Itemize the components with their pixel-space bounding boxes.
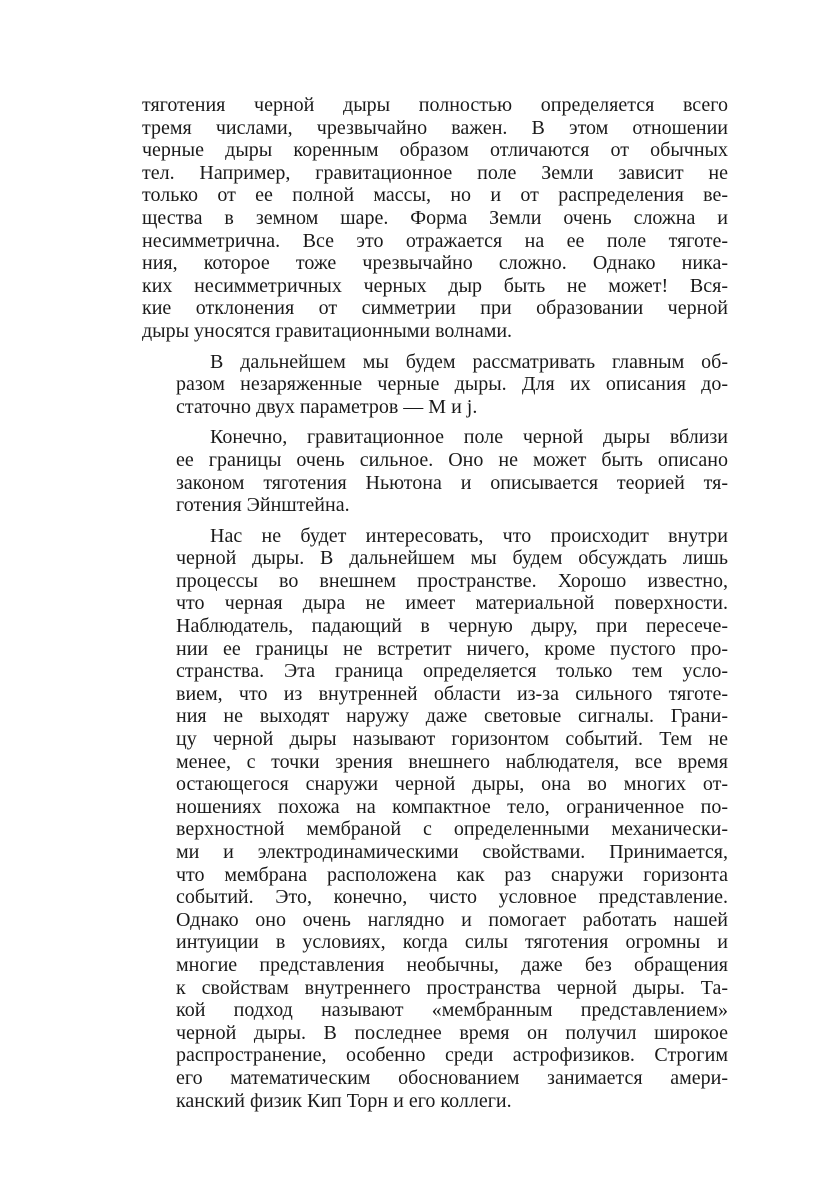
text-line: тел. Например, гравитационное поле Земли зависит не: [142, 161, 728, 184]
text-line: ния, которое тоже чрезвычайно сложно. Однако ника-: [142, 252, 728, 275]
text-line-content: Конечно, гравитационное поле черной дыры вблизи: [210, 426, 728, 449]
text-line: кой подход называют «мембранным представлением»: [176, 999, 728, 1022]
text-line: кие отклонения от симметрии при образовании черной: [142, 297, 728, 320]
text-line: вием, что из внутренней области из-за сильного тяготе-: [176, 682, 728, 705]
text-line: [142, 351, 728, 374]
text-line: Наблюдатель, падающий в черную дыру, при пересече-: [176, 615, 728, 638]
text-line: к свойствам внутреннего пространства черной дыры. Та-: [176, 976, 728, 999]
text-line: странства. Эта граница определяется только тем усло-: [176, 660, 728, 683]
text-line: ее границы очень сильное. Оно не может быть описано: [176, 448, 728, 471]
text-line: тяготения черной дыры полностью определяется всего: [142, 94, 728, 116]
text-line: готения Эйнштейна.: [176, 494, 350, 517]
text-line: черной дыры. В последнее время он получил широкое: [176, 1021, 728, 1044]
text-line: черной дыры. В дальнейшем мы будем обсуждать лишь: [176, 547, 728, 570]
text-line: его математическим обоснованием занимается амери-: [176, 1066, 728, 1089]
paragraph-gravity-symmetry: [142, 94, 728, 343]
text-line: многие представления необычны, даже без обращения: [176, 953, 728, 976]
paragraph-uncharged-holes: [142, 351, 728, 419]
text-line: статочно двух параметров — M и j.: [176, 395, 478, 418]
text-line: тремя числами, чрезвычайно важен. В этом отношении: [142, 116, 728, 139]
text-line: дыры уносятся гравитационными волнами.: [142, 319, 513, 342]
text-line: остающегося снаружи черной дыры, она во многих от-: [176, 773, 728, 796]
text-line: верхностной мембраной с определенными механически-: [176, 818, 728, 841]
text-line: что черная дыра не имеет материальной поверхности.: [176, 592, 728, 615]
text-line: ких несимметричных черных дыр быть не может! Вся-: [142, 274, 728, 297]
text-line-content: Нас не будет интересовать, что происходит внутри: [210, 524, 728, 547]
text-line: несимметрична. Все это отражается на ее поле тяготе-: [142, 229, 728, 252]
text-line: черные дыры коренным образом отличаются от обычных: [142, 139, 728, 162]
text-line: менее, с точки зрения внешнего наблюдателя, все время: [176, 750, 728, 773]
text-line-content: В дальнейшем мы будем рассматривать главным об-: [210, 350, 728, 373]
text-line: нии ее границы не встретит ничего, кроме пустого про-: [176, 637, 728, 660]
text-line: ния не выходят наружу даже световые сигналы. Грани-: [176, 705, 728, 728]
text-line: ми и электродинамическими свойствами. Принимается,: [176, 841, 728, 863]
text-line: законом тяготения Ньютона и описывается теорией тя-: [176, 471, 728, 494]
paragraph-einstein-theory: [142, 426, 728, 516]
text-line: [142, 525, 728, 548]
text-line: событий. Это, конечно, чисто условное представление.: [176, 886, 728, 909]
book-page-text: [142, 94, 728, 1120]
text-line: канский физик Кип Торн и его коллеги.: [176, 1089, 512, 1112]
text-line: что мембрана расположена как раз снаружи горизонта: [176, 863, 728, 886]
text-line: интуиции в условиях, когда силы тяготения огромны и: [176, 931, 728, 954]
paragraph-membrane-paradigm: [142, 525, 728, 1112]
text-line: распространение, особенно среди астрофизиков. Строгим: [176, 1044, 728, 1067]
text-line: Однако оно очень наглядно и помогает работать нашей: [176, 908, 728, 931]
text-line: процессы во внешнем пространстве. Хорошо известно,: [176, 569, 728, 592]
text-line: щества в земном шаре. Форма Земли очень сложна и: [142, 206, 728, 229]
text-line: только от ее полной массы, но и от распределения ве-: [142, 184, 728, 207]
text-line: разом незаряженные черные дыры. Для их описания до-: [176, 373, 728, 396]
text-line: цу черной дыры называют горизонтом событий. Тем не: [176, 728, 728, 751]
text-line: [142, 426, 728, 449]
text-line: ношениях похожа на компактное тело, ограниченное по-: [176, 795, 728, 818]
